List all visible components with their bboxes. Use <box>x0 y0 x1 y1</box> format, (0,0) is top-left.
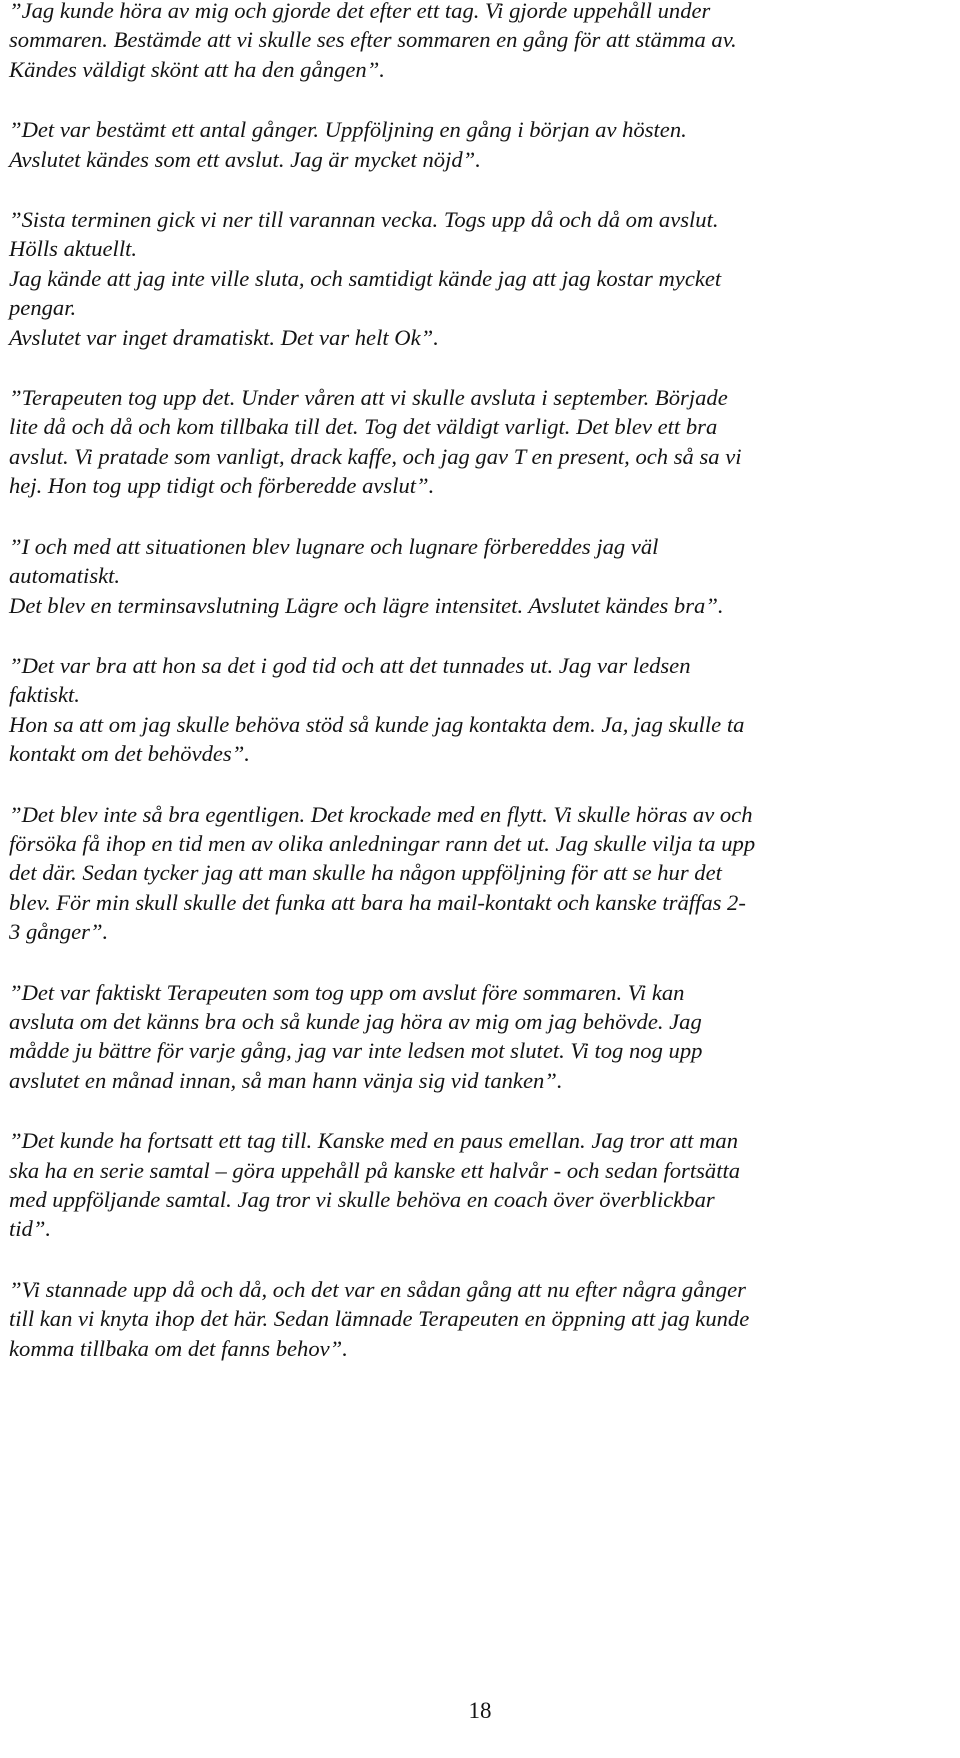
text-line: ”I och med att situationen blev lugnare och lugnare förbereddes jag väl <box>9 533 659 559</box>
text-line: blev. För min skull skulle det funka att bara ha mail-kontakt och kanske träffas 2- <box>9 889 746 915</box>
quote-paragraph <box>9 115 944 174</box>
text-line: till kan vi knyta ihop det här. Sedan lämnade Terapeuten en öppning att jag kunde <box>9 1306 750 1332</box>
quote-paragraph <box>9 532 944 620</box>
text-line: försöka få ihop en tid men av olika anledningar rann det ut. Jag skulle vilja ta upp <box>9 830 756 856</box>
text-line: ”Vi stannade upp då och då, och det var en sådan gång att nu efter några gånger <box>9 1276 746 1302</box>
text-line: avsluta om det känns bra och så kunde jag höra av mig om jag behövde. Jag <box>9 1008 702 1034</box>
text-line: Hon sa att om jag skulle behöva stöd så kunde jag kontakta dem. Ja, jag skulle ta <box>9 711 745 737</box>
text-line: hej. Hon tog upp tidigt och förberedde avslut”. <box>9 473 435 499</box>
text-line: ”Det var faktiskt Terapeuten som tog upp om avslut före sommaren. Vi kan <box>9 979 685 1005</box>
page-number: 18 <box>468 1698 492 1723</box>
text-line: Avslutet kändes som ett avslut. Jag är mycket nöjd”. <box>9 146 481 172</box>
text-line: Jag kände att jag inte ville sluta, och samtidigt kände jag att jag kostar mycket <box>9 265 722 291</box>
text-line: ”Sista terminen gick vi ner till varannan vecka. Togs upp då och då om avslut. <box>9 207 719 233</box>
quote-paragraph <box>9 383 944 501</box>
text-line: ”Det blev inte så bra egentligen. Det krockade med en flytt. Vi skulle höras av och <box>9 801 753 827</box>
text-line: ”Jag kunde höra av mig och gjorde det efter ett tag. Vi gjorde uppehåll under <box>9 0 711 23</box>
text-line: ”Det kunde ha fortsatt ett tag till. Kanske med en paus emellan. Jag tror att man <box>9 1128 738 1154</box>
quote-paragraph <box>9 800 944 947</box>
text-line: Kändes väldigt skönt att ha den gången”. <box>9 56 385 82</box>
quote-paragraph <box>9 978 944 1096</box>
text-line: Hölls aktuellt. <box>9 236 138 262</box>
text-line: avslutet en månad innan, så man hann vänja sig vid tanken”. <box>9 1067 563 1093</box>
text-line: Det blev en terminsavslutning Lägre och lägre intensitet. Avslutet kändes bra”. <box>9 592 724 618</box>
quote-paragraph <box>9 0 944 84</box>
document-body <box>9 0 944 1394</box>
text-line: komma tillbaka om det fanns behov”. <box>9 1335 348 1361</box>
text-line: faktiskt. <box>9 682 80 708</box>
text-line: lite då och då och kom tillbaka till det. Tog det väldigt varligt. Det blev ett bra <box>9 414 718 440</box>
text-line: ”Det var bra att hon sa det i god tid och att det tunnades ut. Jag var ledsen <box>9 652 691 678</box>
text-line: ”Terapeuten tog upp det. Under våren att vi skulle avsluta i september. Började <box>9 385 728 411</box>
text-line: Avslutet var inget dramatiskt. Det var helt Ok”. <box>9 324 439 350</box>
text-line: ska ha en serie samtal – göra uppehåll på kanske ett halvår - och sedan fortsätta <box>9 1157 741 1183</box>
quote-paragraph <box>9 205 944 352</box>
text-line: 3 gånger”. <box>9 919 109 945</box>
quote-paragraph <box>9 1126 944 1244</box>
text-line: pengar. <box>9 295 77 321</box>
quote-paragraph <box>9 1275 944 1363</box>
text-line: ”Det var bestämt ett antal gånger. Uppföljning en gång i början av hösten. <box>9 117 687 143</box>
text-line: avslut. Vi pratade som vanligt, drack kaffe, och jag gav T en present, och så sa vi <box>9 443 742 469</box>
text-line: sommaren. Bestämde att vi skulle ses efter sommaren en gång för att stämma av. <box>9 27 737 53</box>
text-line: med uppföljande samtal. Jag tror vi skulle behöva en coach över överblickbar <box>9 1187 715 1212</box>
text-line: det där. Sedan tycker jag att man skulle ha någon uppföljning för att se hur det <box>9 860 722 886</box>
text-line: mådde ju bättre för varje gång, jag var inte ledsen mot slutet. Vi tog nog upp <box>9 1038 703 1064</box>
text-line: automatiskt. <box>9 563 121 589</box>
quote-paragraph <box>9 651 944 769</box>
text-line: kontakt om det behövdes”. <box>9 741 250 767</box>
text-line: tid”. <box>9 1216 52 1242</box>
